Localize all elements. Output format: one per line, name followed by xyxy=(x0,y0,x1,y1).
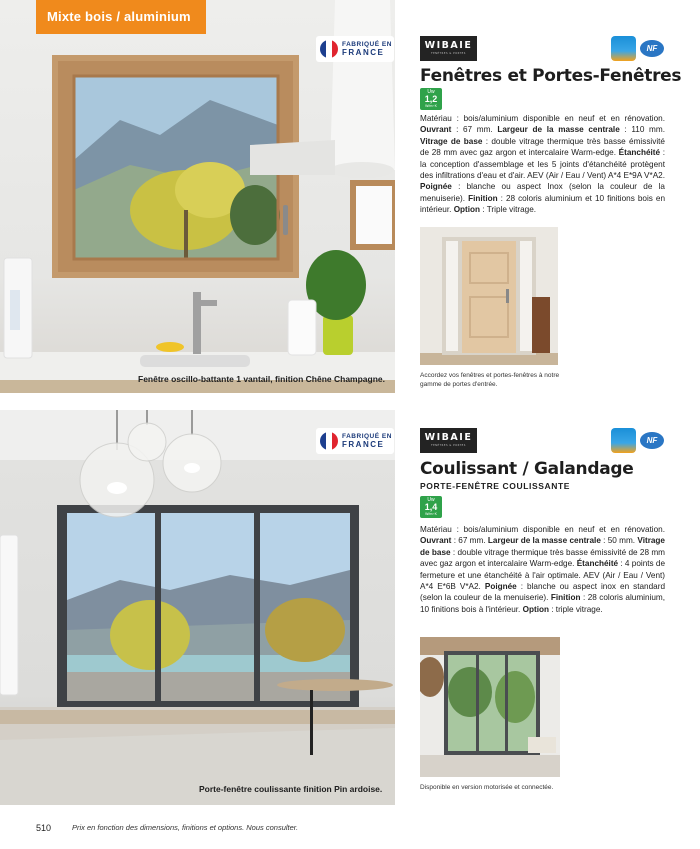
uw-badge-2 xyxy=(420,496,442,518)
nf-icon: NF xyxy=(640,40,664,57)
nf-icon-2: NF xyxy=(640,432,664,449)
uw-value: 1,4 xyxy=(424,502,438,512)
certification-icon xyxy=(611,36,636,61)
spec-text: : 67 mm. xyxy=(451,125,498,135)
uw-unit: W/m²·K xyxy=(425,512,437,516)
france-flag-icon xyxy=(320,40,338,58)
brand-tagline: FENÊTRES & PORTES xyxy=(431,52,466,55)
fr-badge-line2: FRANCE xyxy=(342,439,385,449)
motorized-door-photo xyxy=(420,637,560,777)
certification-icon-2 xyxy=(611,428,636,453)
product-subtitle-2: PORTE-FENÊTRE COULISSANTE xyxy=(420,481,571,491)
footer-note: Prix en fonction des dimensions, finitions et options. Nous consulter. xyxy=(72,823,299,832)
brand-logo-2 xyxy=(420,428,477,453)
spec-label: Finition xyxy=(468,193,498,203)
spec-label: Vitrage de base xyxy=(420,536,665,557)
spec-text: : 28 coloris aluminium et 10 finitions bois en intérieur. xyxy=(420,193,665,215)
made-in-france-badge xyxy=(316,36,394,62)
spec-text: : triple vitrage. xyxy=(548,604,603,614)
france-flag-icon xyxy=(320,432,338,450)
fr-badge-line2: FRANCE xyxy=(342,47,385,57)
section-tag: Mixte bois / aluminium xyxy=(36,0,206,34)
spec-text: : 67 mm. xyxy=(451,536,488,546)
spec-label: Largeur de la masse centrale xyxy=(487,536,601,546)
fr-badge-line1: FABRIQUÉ EN xyxy=(342,41,392,48)
spec-text: : blanche ou aspect inox en standard (selon la couleur de la menuiserie). xyxy=(420,582,666,603)
small-photo-caption-1: Accordez vos fenêtres et portes-fenêtres à notre gamme de portes d'entrée. xyxy=(420,372,560,388)
brand-name: WIBAIE xyxy=(424,40,473,51)
spec-text: : la conception d'assemblage et les 5 joints d'étanchéité protègent des infiltrations d'eau et d'air. AEV (Air / Eau / Vent) A*4 E*9A V*A2. xyxy=(420,148,665,181)
small-photo-caption-2: Disponible en version motorisée et connectée. xyxy=(420,784,554,791)
spec-text: : 4 points de fermeture et une étanchéité à l'air optimale. AEV (Air / Eau / Vent) A*4 E*6B V*A2. xyxy=(420,559,665,592)
entry-door-photo xyxy=(420,227,558,365)
sliding-door-illustration xyxy=(0,410,395,805)
spec-label: Option xyxy=(453,205,481,215)
spec-label: Étanchéité xyxy=(618,148,661,158)
spec-text: : double vitrage thermique très basse émissivité de 28 mm avec gaz argon et intercalaire Warm-edge. xyxy=(420,547,665,569)
spec-label: Largeur de la masse centrale xyxy=(497,125,620,135)
spec-label: Étanchéité xyxy=(576,559,619,569)
spec-text: Matériau : bois/aluminium disponible en neuf et en rénovation. xyxy=(420,114,665,123)
spec-label: Option xyxy=(522,604,549,614)
spec-label: Finition xyxy=(550,593,581,603)
spec-text: : blanche ou aspect Inox (selon la couleur de la menuiserie). xyxy=(420,182,665,203)
spec-label: Vitrage de base xyxy=(420,136,483,146)
spec-label: Poignée xyxy=(484,582,517,592)
uw-value: 1,2 xyxy=(424,94,438,104)
uw-badge-1 xyxy=(420,88,442,110)
uw-label: Uw xyxy=(427,89,435,95)
spec-label: Ouvrant xyxy=(420,125,452,135)
spec-text: : 28 coloris aluminium, 10 finitions bois à l'intérieur. xyxy=(420,593,665,614)
uw-label: Uw xyxy=(427,497,435,503)
spec-text: Matériau : bois/aluminium disponible en neuf et en rénovation. xyxy=(420,525,665,534)
uw-unit: W/m²·K xyxy=(425,104,437,108)
page-number: 510 xyxy=(36,823,52,833)
product-description-2 xyxy=(420,524,665,615)
brand-name: WIBAIE xyxy=(424,432,473,443)
fr-badge-line1: FABRIQUÉ EN xyxy=(342,433,392,440)
spec-text: : 50 mm. xyxy=(600,536,638,546)
product-description-1 xyxy=(420,113,665,216)
spec-label: Ouvrant xyxy=(420,536,452,546)
brand-tagline: FENÊTRES & PORTES xyxy=(431,444,466,447)
made-in-france-badge-2 xyxy=(316,428,394,454)
spec-text: : Triple vitrage. xyxy=(480,205,537,215)
spec-text: : 110 mm. xyxy=(619,125,665,135)
product-title-1: Fenêtres et Portes-Fenêtres xyxy=(420,66,682,86)
photo-caption-1: Fenêtre oscillo-battante 1 vantail, finition Chêne Champagne. xyxy=(138,374,386,384)
sliding-door-photo xyxy=(0,410,395,805)
brand-logo xyxy=(420,36,477,61)
spec-label: Poignée xyxy=(420,182,452,192)
spec-text: : double vitrage thermique très basse émissivité de 28 mm avec gaz argon et intercalaire Warm-edge. xyxy=(420,136,665,158)
product-title-2: Coulissant / Galandage xyxy=(420,459,634,479)
photo-caption-2: Porte-fenêtre coulissante finition Pin ardoise. xyxy=(199,784,383,794)
